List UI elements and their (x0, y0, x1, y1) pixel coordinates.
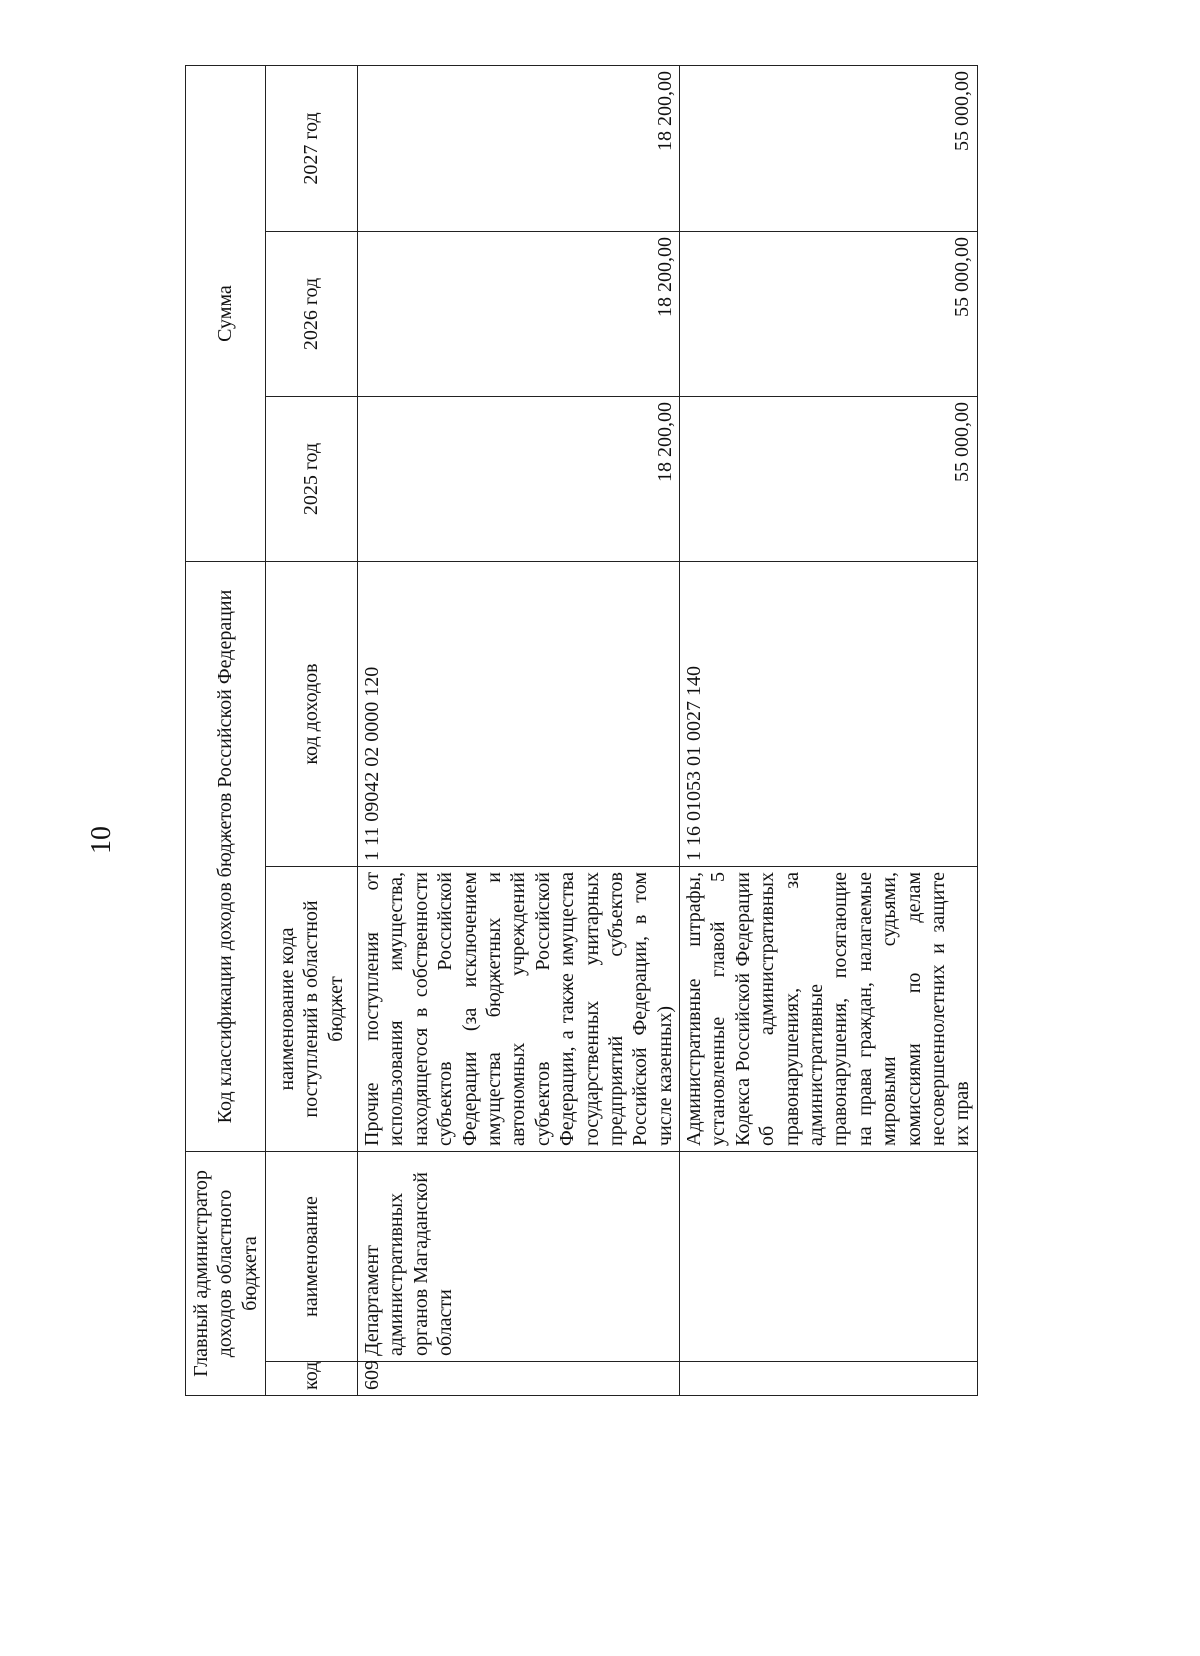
income-code-cell: 1 16 01053 01 0027 140 (680, 562, 978, 867)
admin-group-header: Главный администратор доходов областного бюджета (186, 1152, 266, 1396)
admin-name-cell: Департамент административных органов Магаданской области (358, 1152, 680, 1362)
col-header-2026: 2026 год (266, 232, 358, 397)
table-row (680, 66, 978, 1396)
table-row (358, 66, 680, 1396)
amount-2027-cell: 55 000,00 (680, 66, 978, 232)
amount-2026-cell: 55 000,00 (680, 232, 978, 397)
admin-code-cell (680, 1362, 978, 1396)
rotated-table-wrapper (185, 66, 974, 1396)
admin-code-cell: 609 (358, 1362, 680, 1396)
col-header-income-code: код доходов (266, 562, 358, 867)
amount-2027-cell: 18 200,00 (358, 66, 680, 232)
page-number: 10 (86, 826, 117, 854)
amount-2025-cell: 18 200,00 (358, 397, 680, 562)
income-code-cell: 1 11 09042 02 0000 120 (358, 562, 680, 867)
col-header-code: код (266, 1362, 358, 1396)
col-header-2027: 2027 год (266, 66, 358, 232)
income-name-cell: Прочие поступления от использования имущества, находящегося в собственности субъектов Российской Федерации (за исключением имущества бюджетных и автономных учреждений субъектов Российской Федерации, а также имущества государственных унитарных предприятий субъектов Российской Федерации, в том числе казенных) (358, 867, 680, 1152)
income-table (185, 65, 978, 1396)
code-group-header: Код классификации доходов бюджетов Российской Федерации (186, 562, 266, 1152)
income-name-cell: Административные штрафы, установленные главой 5 Кодекса Российской Федерации об административных правонарушениях, за административные правонарушения, посягающие на права граждан, налагаемые мировыми судьями, комиссиями по делам несовершеннолетних и защите их прав (680, 867, 978, 1152)
admin-name-cell (680, 1152, 978, 1362)
col-header-2025: 2025 год (266, 397, 358, 562)
col-header-name: наименование (266, 1152, 358, 1362)
amount-2025-cell: 55 000,00 (680, 397, 978, 562)
col-header-income-name: наименование кода поступлений в областной бюджет (266, 867, 358, 1152)
sum-group-header: Сумма (186, 66, 266, 562)
amount-2026-cell: 18 200,00 (358, 232, 680, 397)
